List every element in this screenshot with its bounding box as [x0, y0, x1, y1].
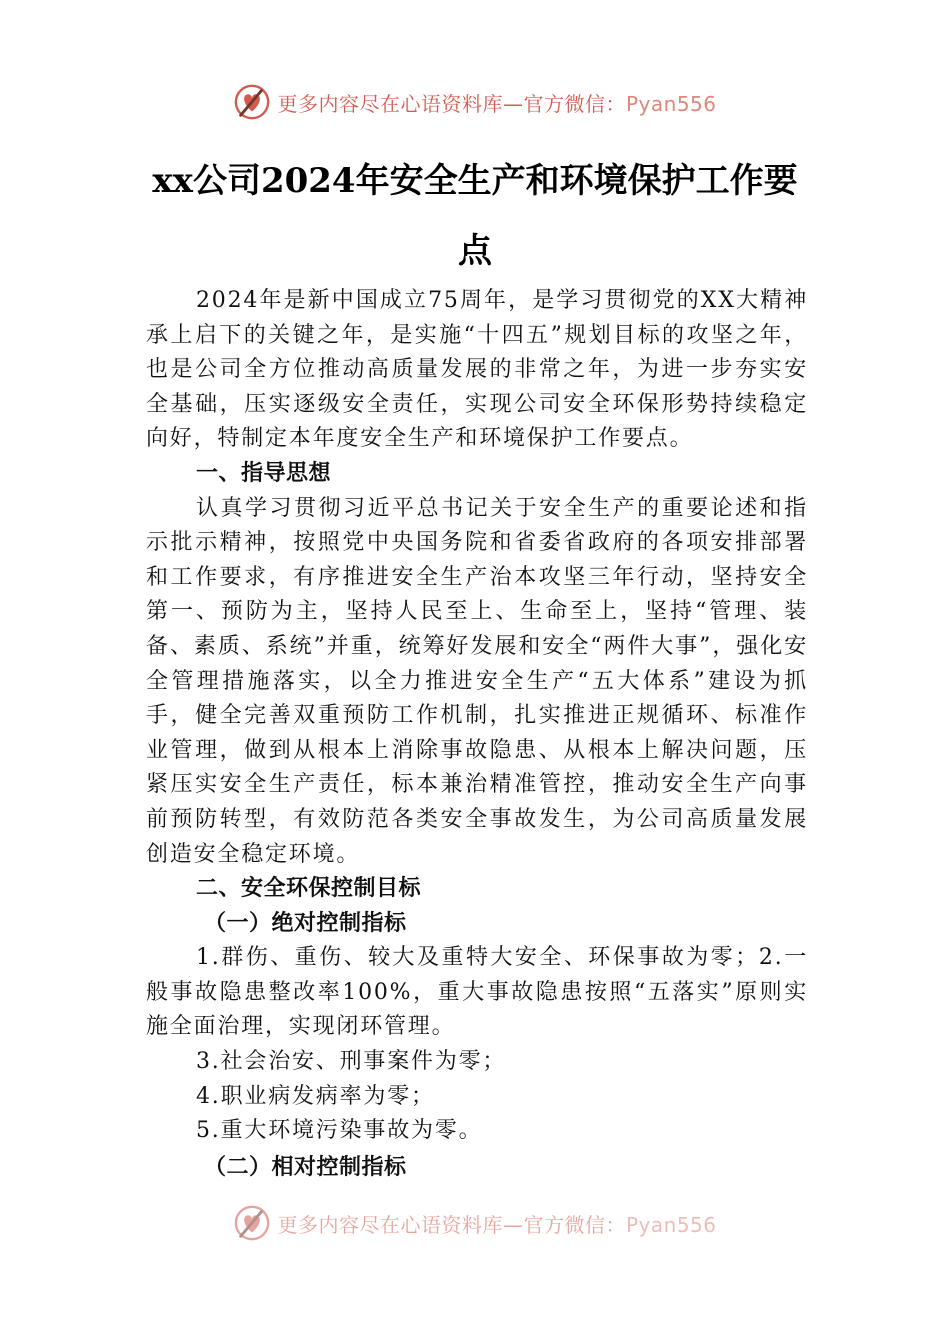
document-title: xx公司2024年安全生产和环境保护工作要点: [152, 161, 798, 271]
guiding-ideology-paragraph: 认真学习贯彻习近平总书记关于安全生产的重要论述和指示批示精神，按照党中央国务院和省委省政府的各项安排部署和工作要求，有序推进安全生产治本攻坚三年行动，坚持安全第一、预防为主，坚持人民至上、生命至上，坚持“管理、装备、素质、系统”并重，统筹好发展和安全“两件大事”，强化安全管理措施落实，以全力推进安全生产“五大体系”建设为抓手，健全完善双重预防工作机制，扎实推进正规循环、标准作业管理，做到从根本上消除事故隐患、从根本上解决问题，压紧压实安全生产责任，标本兼治精准管控，推动安全生产向事前预防转型，有效防范各类安全事故发生，为公司高质量发展创造安全稳定环境。: [146, 495, 808, 867]
list-item: 3.社会治安、刑事案件为零；: [196, 1049, 507, 1075]
section-heading-control-targets: 二、安全环保控制目标: [196, 876, 422, 902]
watermark-banner-bottom: [0, 1201, 950, 1245]
pen-heart-logo-icon: [233, 83, 271, 121]
watermark-code: Pyan556: [625, 1212, 717, 1237]
watermark-code: Pyan556: [625, 91, 717, 116]
subsection-heading-relative-indicators: （二）相对控制指标: [204, 1154, 407, 1180]
intro-paragraph: 2024年是新中国成立75周年，是学习贯彻党的XX大精神承上启下的关键之年，是实施“十四五”规划目标的攻坚之年，也是公司全方位推动高质量发展的非常之年，为进一步夯实安全基础，压实逐级安全责任，实现公司安全环保形势持续稳定向好，特制定本年度安全生产和环境保护工作要点。: [146, 288, 808, 452]
watermark-text: 更多内容尽在心语资料库—官方微信：Pyan556: [277, 1212, 717, 1237]
document-body: [146, 284, 808, 1185]
watermark-text: 更多内容尽在心语资料库—官方微信：Pyan556: [277, 91, 717, 116]
pen-heart-logo-icon: [233, 1204, 271, 1242]
watermark-banner-top: [0, 80, 950, 124]
section-heading-guiding-ideology: 一、指导思想: [196, 460, 332, 486]
list-item: 4.职业病发病率为零；: [196, 1083, 435, 1109]
list-item: 1.群伤、重伤、较大及重特大安全、环保事故为零；2.一般事故隐患整改率100%，重大事故隐患按照“五落实”原则实施全面治理，实现闭环管理。: [146, 945, 808, 1040]
list-item: 5.重大环境污染事故为零。: [196, 1118, 483, 1144]
subsection-heading-absolute-indicators: （一）绝对控制指标: [204, 910, 407, 936]
